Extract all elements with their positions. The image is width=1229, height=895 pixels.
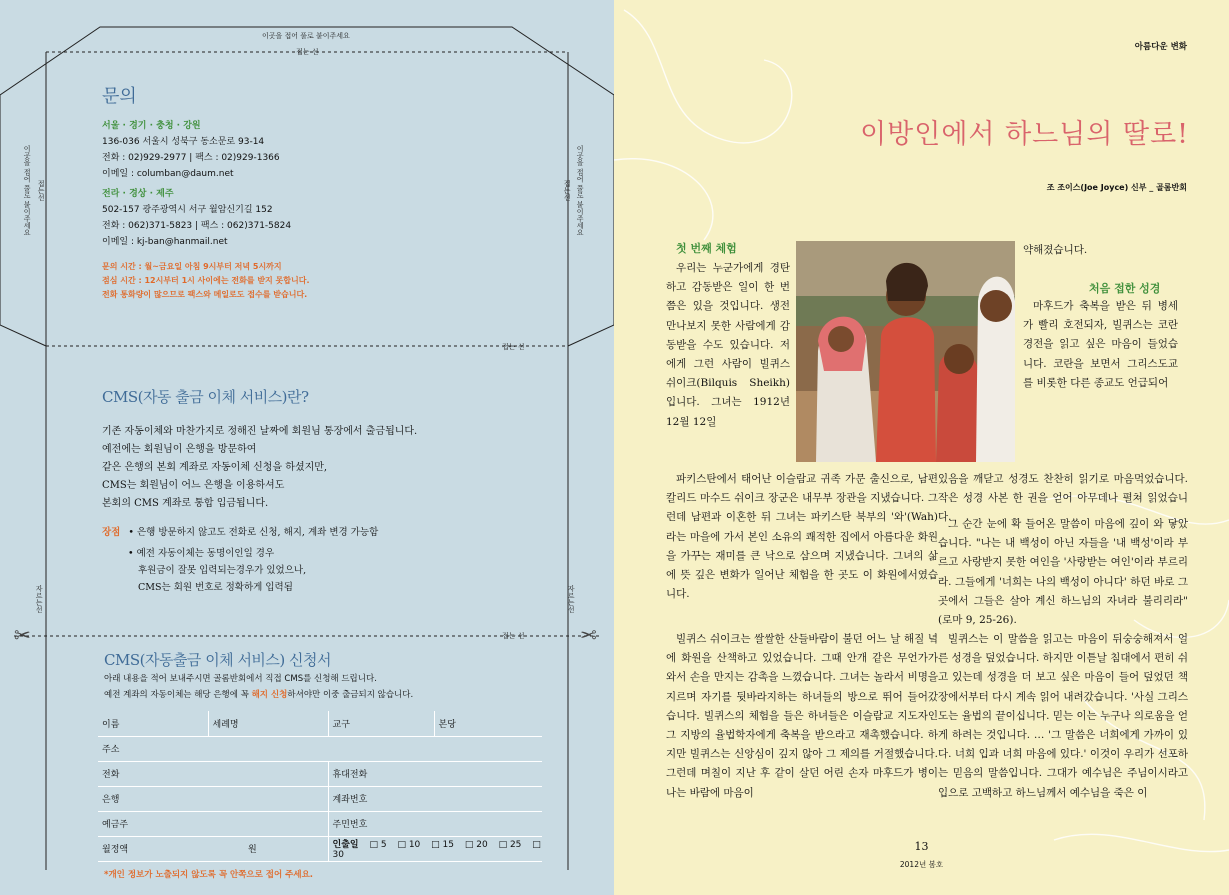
region-heading: 전라 · 경상 · 제주 xyxy=(102,189,174,199)
fold-label-left: 접는선 xyxy=(37,180,46,201)
side-instruction-right: 이곳을 접어 풀로 붙이주세요 xyxy=(576,145,585,236)
page-number: 13 xyxy=(914,840,929,853)
cms-merits: 장점 • 은행 방문하지 않고도 전화로 신청, 해지, 계좌 변경 가능함 • 예전 자동이체는 동명이인일 경우 후원금이 잘못 입력되는경우가 있었으나, CMS는 회원 번호로 정확하게 입력됨 xyxy=(102,527,379,593)
fold-line-label: 접는 선 xyxy=(502,343,525,351)
day-option[interactable]: □ 20 xyxy=(464,840,488,850)
article-text: 우리는 누군가에게 경탄하고 감동받은 일이 한 번쯤은 있을 것입니다. 생전 만나보지 못한 사람에게 감동받을 수도 있습니다. 저에게 그런 사람이 빌퀴스 쉬이크(Bilquis Sheikh)입니다. 그녀는 1912년 12월 12일 xyxy=(666,262,790,428)
application-form xyxy=(98,711,542,862)
field-parish[interactable]: 교구 xyxy=(328,711,434,736)
cms-description: 기존 자동이체와 마찬가지로 정해진 날짜에 회원님 통장에서 출금됩니다. 예전에는 회원님이 은행을 방문하여 같은 은행의 본회 계좌로 자동이체 신청을 하셨지만, CMS는 회원님이 어느 은행을 이용하셔도 본회의 CMS 계좌로 통합 입금됩니다. xyxy=(102,426,418,509)
article-text: 마후드가 축복을 받은 뒤 병세가 빨리 호전되자, 빌퀴스는 코란 경전을 읽고 싶은 마음이 들었습니다. 코란을 보면서 그리스도교를 비롯한 다른 종교도 언급되어 xyxy=(1023,300,1178,389)
scissors-icon: ✂ xyxy=(14,623,31,647)
field-account[interactable]: 계좌번호 xyxy=(328,786,542,811)
side-instruction-left: 이곳을 접어 풀로 붙이주세요 xyxy=(23,145,32,236)
article-text: 있음을 깨닫고 성경도 찬찬히 읽기로 마음먹었습니다. 작은 성경 사본 한 권을 얻어 아무데나 펼쳐 읽었습니다. xyxy=(938,473,1188,524)
field-id-number[interactable]: 주민번호 xyxy=(328,811,542,836)
field-baptism[interactable]: 세례명 xyxy=(208,711,328,736)
fold-line-label: 접는 선 xyxy=(296,48,319,56)
office-hours: 문의 시간 : 월~금요일 아침 9시부터 저녁 5시까지 점심 시간 : 12시부터 1시 사이에는 전화를 받지 못합니다. 전화 통화량이 많으므로 팩스와 메일로도 접수를 받습니다. xyxy=(102,262,310,299)
merit-label: 장점 xyxy=(102,527,121,538)
article-page xyxy=(614,0,1229,895)
day-option[interactable]: □ 5 xyxy=(369,840,387,850)
day-option[interactable]: □ 30 xyxy=(332,840,541,860)
won-unit: 원 xyxy=(208,836,328,861)
field-mobile[interactable]: 휴대전화 xyxy=(328,761,542,786)
day-option[interactable]: □ 15 xyxy=(431,840,454,850)
article-text: 그 순간 눈에 확 들어온 말씀이 마음에 깊이 와 닿았습니다. "나는 내 백성이 아닌 자들을 '내 백성'이라 부르고 사랑받지 못한 여인을 '사랑받는 여인'이라 부르리라. 그들에게 '너희는 나의 백성이 아니다' 하던 바로 그곳에서 그들은 살아 계신 하느님의 자녀라 불리리라"(로마 9, 25-26). xyxy=(938,518,1188,627)
cut-label-right: 자르는선 xyxy=(567,585,576,613)
address: 136-036 서울시 성북구 동소문로 93-14 xyxy=(102,137,265,147)
field-monthly[interactable]: 월정액 xyxy=(98,836,208,861)
day-option[interactable]: □ 25 xyxy=(498,840,522,850)
subheading-first-experience: 첫 번째 체험 xyxy=(676,242,737,255)
privacy-warning: *개인 정보가 노출되지 않도록 꼭 안쪽으로 접어 주세요. xyxy=(104,870,314,880)
application-title: CMS(자동출금 이체 서비스) 신청서 xyxy=(104,651,332,669)
article-text: 파키스탄에서 태어난 이슬람교 귀족 가문 출신으로, 남편 칼리드 마수드 쉬이크 장군은 내무부 장관을 지냈습니다. 그런데 남편과 이혼한 뒤 그녀는 파키스탄 북부의 '와'(Wah)라는 마을에 가서 본인 소유의 쾌적한 집에서 아름다운 화원을 가꾸는 재미를 큰 낙으로 삼으며 지냈습니다. 그녀의 삶에 뜻 깊은 변화가 일어난 체험을 한 곳도 이 화원에서였습니다. xyxy=(666,473,938,601)
inquiry-title: 문의 xyxy=(102,86,137,107)
article-author: 조 조이스(Joe Joyce) 신부 _ 골롬반회 xyxy=(1046,183,1187,192)
phone-fax: 전화 : 062)371-5823 | 팩스 : 062)371-5824 xyxy=(102,221,292,231)
fold-label-right: 접는선 xyxy=(563,180,572,201)
application-intro: 아래 내용을 적어 보내주시면 골롬반회에서 직접 CMS를 신청해 드립니다. 예전 계좌의 자동이체는 해당 은행에 꼭 해지 신청하셔야만 이중 출금되지 않습니다. xyxy=(104,674,414,700)
photo-illustration xyxy=(796,241,1015,462)
field-holder[interactable]: 예금주 xyxy=(98,811,328,836)
scissors-icon: ✂ xyxy=(580,623,597,647)
field-address[interactable]: 주소 xyxy=(98,736,542,761)
article-text: 빌퀴스 쉬이크는 쌀쌀한 산들바람이 불던 어느 날 해질 녘에 화원을 산책하고 있었습니다. 그때 안개 같은 무언가가 와서 손을 만지는 감촉을 느꼈습니다. 그녀는 놀라서 비명을 지르며 자기를 뒷바라지하는 하녀들의 방으로 뛰어 들어갔습니다. 빌퀴스의 체험을 들은 하녀들은 이슬람교 지도자인 그 지방의 율법학자에게 축복을 받으라고 재촉했습니다. 하지만 빌퀴스는 신앙심이 깊지 않아 그 제의를 거절했습니다. 그런데 며칠이 지난 후 같이 살던 어린 손자 마후드가 병이 나는 바람에 마음이 xyxy=(666,633,938,799)
article-text: 약해졌습니다. xyxy=(1023,244,1088,256)
envelope-page xyxy=(0,0,614,895)
issue-label: 2012년 봄호 xyxy=(899,860,944,869)
field-bank[interactable]: 은행 xyxy=(98,786,328,811)
contact-gwangju xyxy=(102,186,291,250)
children-photo xyxy=(796,241,1015,462)
cut-label-left: 자르는선 xyxy=(35,585,44,613)
phone-fax: 전화 : 02)929-2977 | 팩스 : 02)929-1366 xyxy=(102,153,280,163)
article-text: 빌퀴스는 이 말씀을 읽고는 마음이 뒤숭숭해져서 얼른 성경을 덮었습니다. 하지만 이튿날 침대에서 편히 쉬고 있는데 성경을 더 보고 싶은 마음이 들어 덮었던 책장에서부터 다시 계속 읽어 내려갔습니다. '사실 그리스도는 율법의 끝이십니다. 믿는 이는 누구나 의로움을 얻게 하려는 것입니다. … '그 말씀은 너희에게 가까이 있다. 너희 입과 너희 마음에 있다.' 이것이 우리가 선포하는 믿음의 말씀입니다. 그대가 예수님은 주님이시라고 입으로 고백하고 하느님께서 예수님을 죽은 이 xyxy=(938,633,1188,799)
day-option[interactable]: □ 10 xyxy=(397,840,421,850)
article-title: 이방인에서 하느님의 딸로! xyxy=(860,119,1189,150)
field-church[interactable]: 본당 xyxy=(434,711,542,736)
email: 이메일 : columban@daum.net xyxy=(102,169,234,179)
field-withdraw-day[interactable]: 인출일 □ 5 □ 10 □ 15 □ 20 □ 25 □ 30 xyxy=(328,836,542,861)
field-phone[interactable]: 전화 xyxy=(98,761,328,786)
cms-title: CMS(자동 출금 이체 서비스)란? xyxy=(102,388,309,406)
fold-line-label: 접는 선 xyxy=(502,632,525,640)
email: 이메일 : kj-ban@hanmail.net xyxy=(102,237,228,247)
flap-instruction: 이곳을 접어 풀로 붙이주세요 xyxy=(262,32,350,40)
contact-seoul xyxy=(102,118,280,182)
subheading-first-bible: 처음 접한 성경 xyxy=(1089,282,1161,295)
address: 502-157 광주광역시 서구 월암신기길 152 xyxy=(102,205,273,215)
field-name[interactable]: 이름 xyxy=(98,711,208,736)
region-heading: 서울 · 경기 · 충청 · 강원 xyxy=(102,121,201,131)
section-label: 아름다운 변화 xyxy=(1134,42,1187,52)
